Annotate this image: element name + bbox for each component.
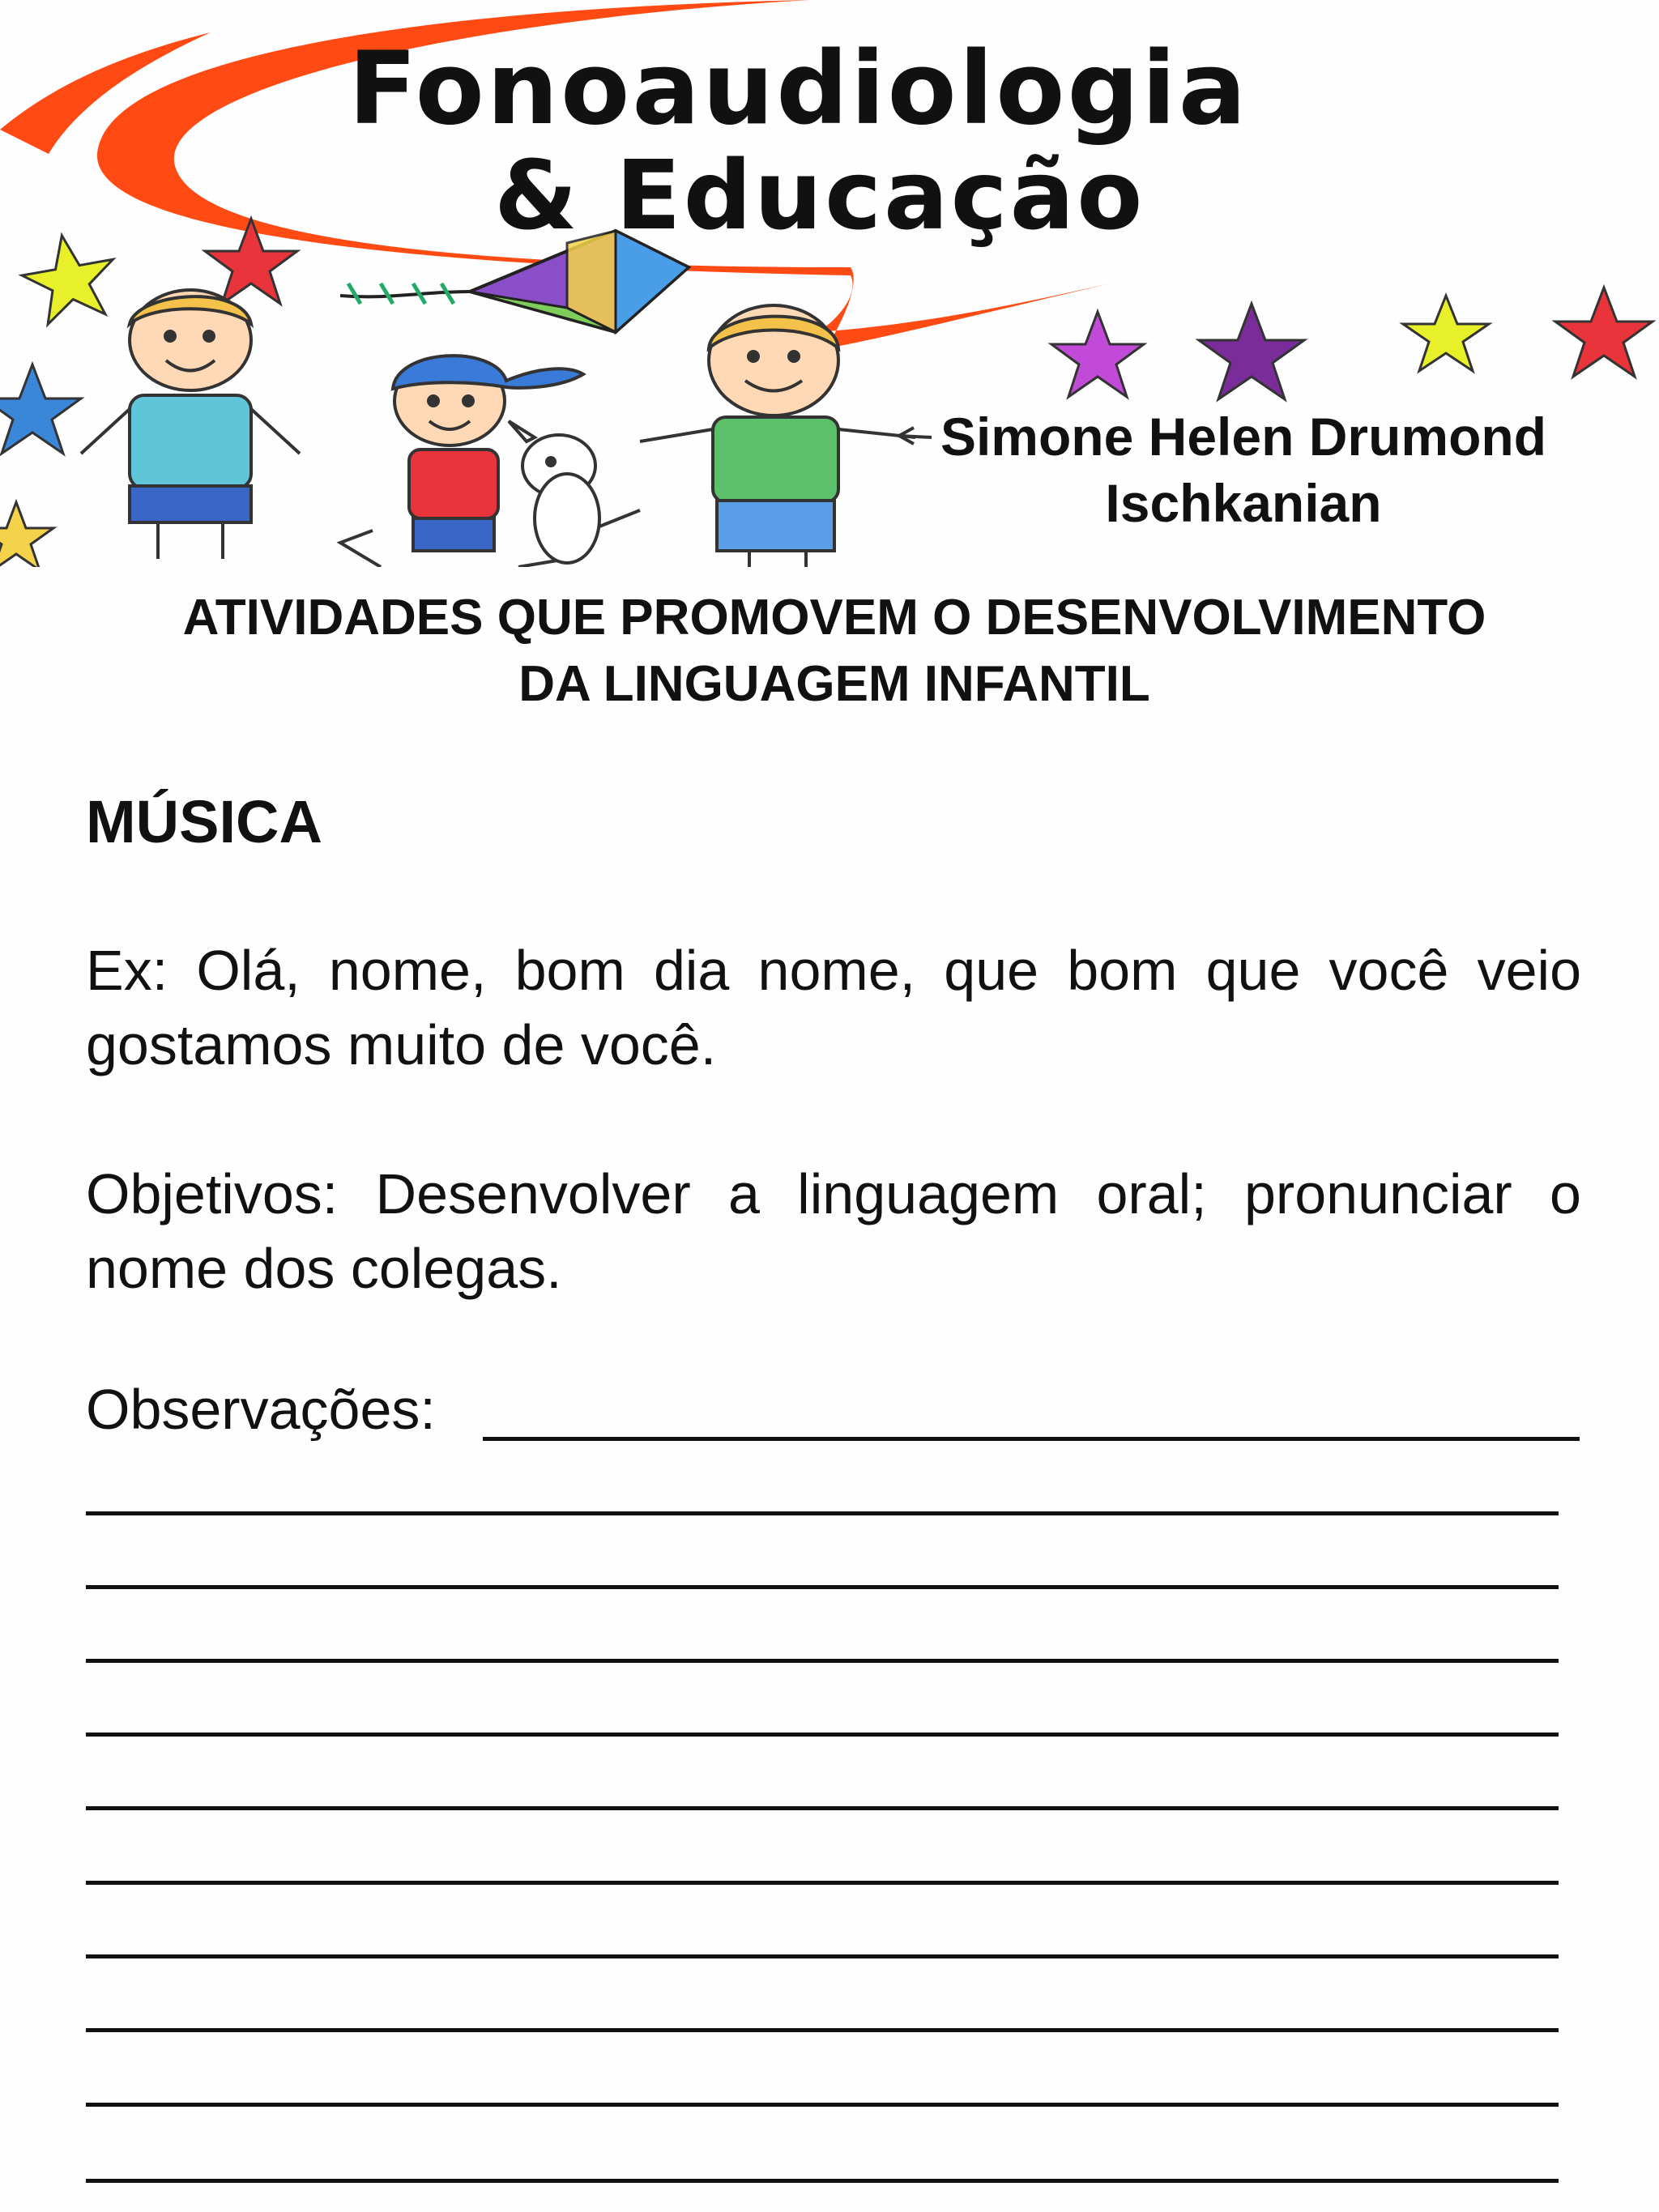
writing-line — [86, 2103, 1559, 2107]
star-icon — [1199, 304, 1304, 399]
star-icon — [1555, 288, 1653, 377]
section-heading: MÚSICA — [86, 788, 322, 855]
example-text: Ex: Olá, nome, bom dia nome, que bom que você veio gostamos muito de você. — [86, 939, 1581, 1076]
star-icon — [16, 228, 122, 327]
star-icon — [0, 364, 81, 454]
writing-line — [86, 2028, 1559, 2032]
writing-line — [86, 1881, 1559, 1885]
author-name — [915, 403, 1572, 536]
writing-line — [86, 1806, 1559, 1810]
writing-line — [86, 1954, 1559, 1958]
writing-line — [86, 1585, 1559, 1589]
writing-line — [86, 2179, 1559, 2183]
author-name-line1: Simone Helen Drumond — [940, 407, 1547, 467]
star-icon — [1051, 312, 1144, 397]
dog-icon — [509, 421, 640, 563]
page-title-line1: ATIVIDADES QUE PROMOVEM O DESENVOLVIMENTO — [182, 590, 1486, 646]
author-name-line2: Ischkanian — [1105, 473, 1382, 533]
child-figure-icon — [640, 305, 915, 567]
page-title-line2: DA LINGUAGEM INFANTIL — [518, 656, 1150, 712]
observations-label: Observações: — [86, 1378, 436, 1441]
star-icon — [1403, 296, 1489, 371]
child-figure-icon — [81, 290, 300, 559]
star-icon — [0, 502, 53, 567]
brand-name-line2: & Educação — [494, 139, 1145, 251]
objectives-text: Objetivos: Desenvolver a linguagem oral; pronunciar o nome dos colegas. — [86, 1162, 1581, 1300]
writing-line — [483, 1437, 1580, 1441]
writing-line — [86, 1733, 1559, 1737]
writing-line — [86, 1659, 1559, 1663]
writing-line — [86, 1511, 1559, 1515]
brand-name-line1: Fonoaudiologia — [348, 31, 1249, 147]
page-title — [81, 585, 1588, 718]
